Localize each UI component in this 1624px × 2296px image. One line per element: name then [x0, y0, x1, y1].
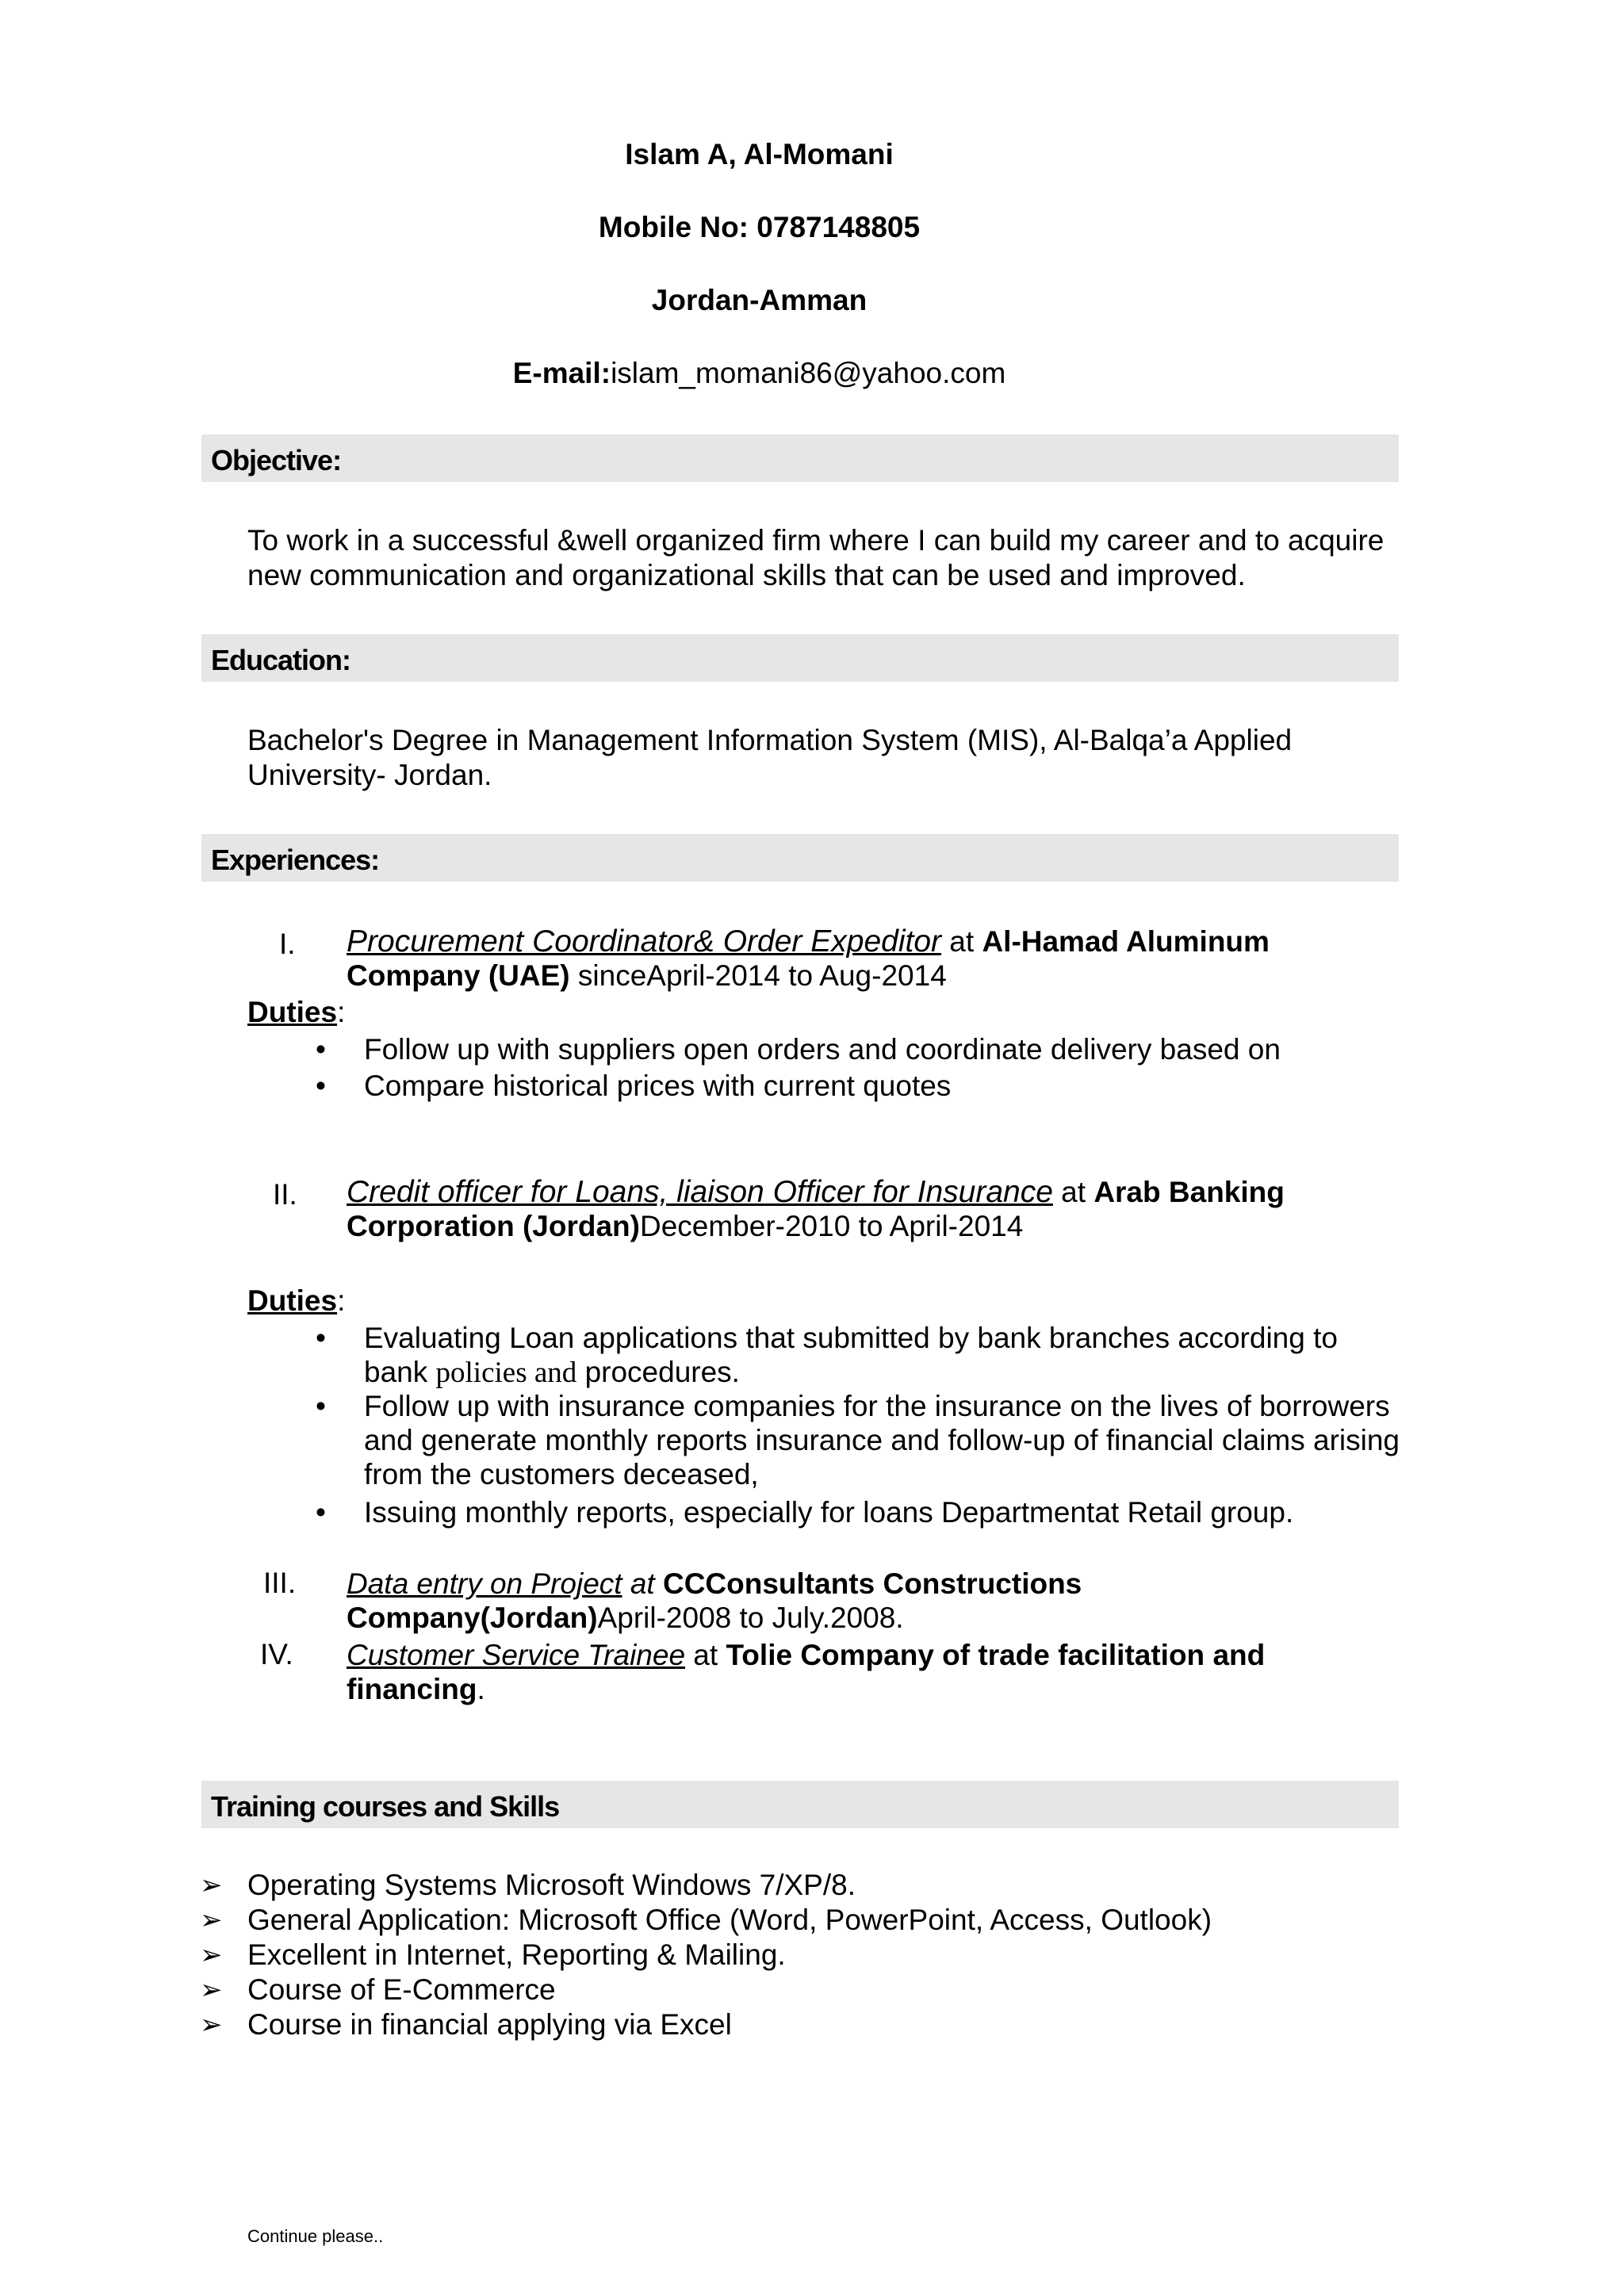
job-at: at	[685, 1639, 726, 1671]
duties-colon: :	[337, 1284, 346, 1317]
section-title: Experiences:	[211, 844, 380, 876]
mobile-number: Mobile No: 0787148805	[598, 211, 921, 243]
duty-item: Compare historical prices with current quotes	[364, 1070, 952, 1102]
duty-text: Evaluating Loan applications that submitted by bank branches according to bank	[364, 1322, 1338, 1388]
skill-item: Operating Systems Microsoft Windows 7/XP/8.	[247, 1869, 856, 1901]
job-period: April-2008 to July.2008.	[597, 1601, 904, 1634]
job-entry	[347, 924, 1401, 993]
job-title: Procurement Coordinator& Order Expeditor	[347, 924, 942, 959]
duties-colon: :	[337, 996, 346, 1028]
job-entry	[347, 1638, 1401, 1706]
email-line	[0, 357, 1519, 390]
skill-item: General Application: Microsoft Office (Word, PowerPoint, Access, Outlook)	[247, 1904, 1212, 1936]
job-numeral: I.	[279, 928, 296, 960]
section-title: Training courses and Skills	[211, 1790, 560, 1823]
job-at: at	[1052, 1176, 1094, 1208]
duty-item: Follow up with suppliers open orders and coordinate delivery based on	[364, 1033, 1281, 1066]
job-title: Credit officer for Loans, liaison Officer for Insurance	[347, 1175, 1053, 1209]
arrow-bullet-icon: ➢	[200, 1975, 223, 2005]
job-numeral: II.	[273, 1178, 297, 1211]
job-title: Customer Service Trainee	[347, 1639, 686, 1671]
duty-text: procedures.	[584, 1356, 740, 1388]
job-entry	[347, 1175, 1401, 1243]
duty-text: policies and	[435, 1357, 577, 1389]
location: Jordan-Amman	[651, 284, 868, 316]
skill-item: Excellent in Internet, Reporting & Mailing.	[247, 1938, 786, 1971]
bullet-dot: •	[316, 1390, 326, 1422]
job-numeral: III.	[263, 1567, 297, 1599]
bullet-dot: •	[316, 1322, 326, 1354]
job-company: Tolie Company of trade facilitation and financing	[347, 1639, 1266, 1705]
objective-text: To work in a successful &well organized firm where I can build my career and to acquire new communication and organizational skills that can be used and improved.	[247, 524, 1385, 591]
bullet-dot: •	[316, 1070, 326, 1102]
arrow-bullet-icon: ➢	[200, 1905, 223, 1935]
duties-heading: Duties	[247, 1284, 338, 1317]
duties-label	[247, 996, 345, 1029]
email-address: islam_momani86@yahoo.com	[611, 357, 1006, 389]
experiences-section-header	[201, 834, 1399, 882]
duties-label	[247, 1284, 345, 1318]
job-title: Data entry on Project	[347, 1567, 622, 1600]
duty-item	[364, 1321, 1403, 1390]
footer-note: Continue please..	[247, 2226, 384, 2246]
bullet-dot: •	[316, 1033, 326, 1066]
arrow-bullet-icon: ➢	[200, 1940, 223, 1970]
section-title: Education:	[211, 644, 350, 676]
education-section-header	[201, 634, 1399, 682]
candidate-name: Islam A, Al-Momani	[625, 138, 894, 170]
job-period: sinceApril-2014 to Aug-2014	[569, 959, 947, 992]
job-period: .	[477, 1673, 485, 1705]
job-company: Al-Hamad Aluminum Company (UAE)	[347, 925, 1270, 992]
skill-item: Course in financial applying via Excel	[247, 2008, 732, 2041]
job-company: CCConsultants Constructions Company(Jordan)	[347, 1567, 1082, 1634]
education-text: Bachelor's Degree in Management Information System (MIS), Al-Balqa’a Applied University- Jordan.	[247, 724, 1293, 791]
duties-heading: Duties	[247, 996, 338, 1028]
arrow-bullet-icon: ➢	[200, 2010, 223, 2040]
job-at: at	[941, 925, 982, 958]
duty-item: Follow up with insurance companies for the insurance on the lives of borrowers and generate monthly reports insurance and follow-up of financial claims arising from the customers deceased,	[364, 1390, 1400, 1490]
duty-item: Issuing monthly reports, especially for loans Departmentat Retail group.	[364, 1496, 1294, 1529]
job-company: Arab Banking Corporation (Jordan)	[347, 1176, 1285, 1242]
job-at: at	[622, 1567, 663, 1600]
job-entry	[347, 1567, 1401, 1635]
arrow-bullet-icon: ➢	[200, 1870, 223, 1900]
section-title: Objective:	[211, 444, 342, 476]
skill-item: Course of E-Commerce	[247, 1973, 556, 2006]
objective-section-header	[201, 434, 1399, 482]
job-period: December-2010 to April-2014	[639, 1210, 1024, 1242]
bullet-dot: •	[316, 1496, 326, 1529]
job-numeral: IV.	[260, 1638, 293, 1670]
training-section-header	[201, 1781, 1399, 1828]
email-label: E-mail:	[512, 357, 611, 389]
